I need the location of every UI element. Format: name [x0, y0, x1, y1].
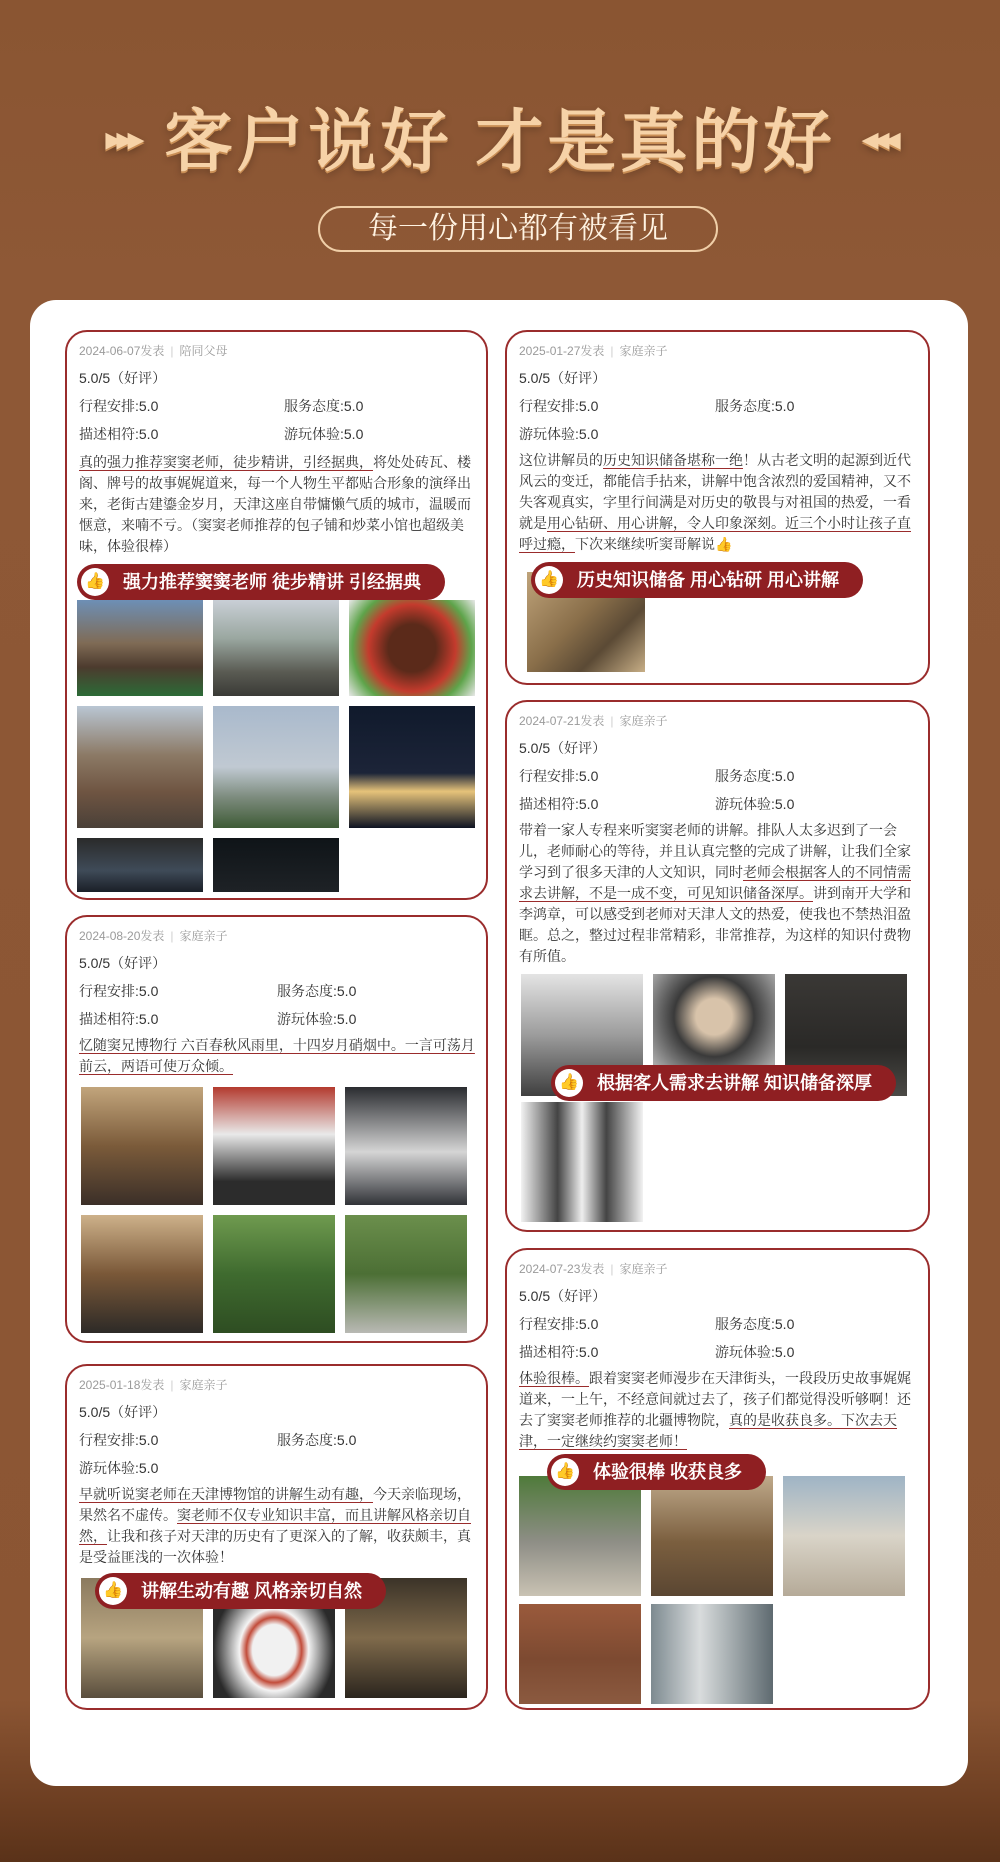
review-rating: 5.0/5（好评） — [519, 1288, 607, 1304]
score-itinerary: 行程安排:5.0 — [79, 1432, 159, 1448]
thumbs-up-icon: 👍 — [99, 1577, 127, 1605]
review-group: 家庭亲子 — [179, 1378, 228, 1392]
review-date: 2024-08-20发表 — [79, 929, 165, 943]
score-service: 服务态度:5.0 — [715, 398, 795, 414]
review-card — [65, 330, 488, 900]
review-rating: 5.0/5（好评） — [519, 370, 607, 386]
review-text: 忆随窦兄博物行 六百春秋风雨里，十四岁月硝烟中。一言可荡月前云，两语可使万众倾。 — [79, 1037, 475, 1074]
score-itinerary: 行程安排:5.0 — [79, 398, 159, 414]
review-card — [505, 700, 930, 1232]
highlight-tag: 👍 根据客人需求去讲解 知识储备深厚 — [551, 1065, 896, 1101]
review-photo — [651, 1604, 773, 1704]
review-photo — [521, 1102, 643, 1222]
review-date: 2024-07-21发表 — [519, 714, 605, 728]
review-photo — [213, 1087, 335, 1205]
arrows-right-icon: ◂◂◂ — [861, 120, 895, 159]
score-itinerary: 行程安排:5.0 — [519, 398, 599, 414]
review-photo — [81, 1215, 203, 1333]
review-card — [505, 1248, 930, 1710]
review-rating: 5.0/5（好评） — [79, 370, 167, 386]
highlight-tag: 👍 历史知识储备 用心钻研 用心讲解 — [531, 562, 863, 598]
thumbs-up-icon: 👍 — [551, 1458, 579, 1486]
score-experience: 游玩体验:5.0 — [715, 1344, 795, 1360]
review-photo — [213, 600, 339, 696]
score-description: 描述相符:5.0 — [519, 1344, 599, 1360]
review-photo — [345, 1215, 467, 1333]
review-meta: 2024-07-21发表 | 家庭亲子 — [519, 714, 668, 728]
review-meta: 2025-01-27发表 | 家庭亲子 — [519, 344, 668, 358]
review-group: 家庭亲子 — [179, 929, 228, 943]
score-service: 服务态度:5.0 — [277, 1432, 357, 1448]
highlight-tag: 👍 讲解生动有趣 风格亲切自然 — [95, 1573, 386, 1609]
review-photo — [77, 706, 203, 828]
review-photo — [77, 838, 203, 892]
title-text: 客户说好 才是真的好 — [164, 104, 836, 180]
score-description: 描述相符:5.0 — [79, 426, 159, 442]
review-meta: 2025-01-18发表 | 家庭亲子 — [79, 1378, 228, 1392]
review-photo — [349, 600, 475, 696]
review-photo — [213, 1215, 335, 1333]
score-itinerary: 行程安排:5.0 — [519, 1316, 599, 1332]
highlight-tag: 👍 强力推荐窦窦老师 徒步精讲 引经据典 — [77, 564, 445, 600]
score-experience: 游玩体验:5.0 — [519, 426, 599, 442]
review-group: 陪同父母 — [179, 344, 228, 358]
thumbs-up-icon: 👍 — [535, 566, 563, 594]
review-rating: 5.0/5（好评） — [79, 955, 167, 971]
review-card — [505, 330, 930, 685]
score-experience: 游玩体验:5.0 — [277, 1011, 357, 1027]
review-photo — [81, 1087, 203, 1205]
score-experience: 游玩体验:5.0 — [79, 1460, 159, 1476]
review-group: 家庭亲子 — [619, 714, 668, 728]
review-text: 这位讲解员的历史知识储备堪称一绝！从古老文明的起源到近代风云的变迁，都能信手拈来，讲解中饱含浓烈的爱国精神，又不失客观真实，字里行间满是对历史的敬畏与对祖国的热爱，一看就是用心钻研、用心讲解，令人印象深刻。近三个小时让孩子直呼过瘾，下次来继续听窦哥解说👍 — [519, 452, 911, 552]
score-itinerary: 行程安排:5.0 — [79, 983, 159, 999]
review-photo — [651, 1476, 773, 1596]
review-text: 体验很棒。跟着窦窦老师漫步在天津街头，一段段历史故事娓娓道来，一上午，不经意间就过去了，孩子们都觉得没听够啊！还去了窦窦老师推荐的北疆博物院，真的是收获良多。下次去天津，一定继续约窦窦老师！ — [519, 1370, 911, 1449]
page-subtitle: 每一份用心都有被看见 — [318, 206, 718, 252]
review-photo — [519, 1604, 641, 1704]
review-text: 带着一家人专程来听窦窦老师的讲解。排队人太多迟到了一会儿，老师耐心的等待，并且认真完整的完成了讲解，让我们全家学习到了很多天津的人文知识，同时老师会根据客人的不同情需求去讲解，不是一成不变，可见知识储备深厚。讲到南开大学和李鸿章，可以感受到老师对天津人文的热爱，使我也不禁热泪盈眶。总之，整过过程非常精彩，非常推荐，为这样的知识付费物有所值。 — [519, 822, 911, 964]
review-date: 2025-01-18发表 — [79, 1378, 165, 1392]
review-photo — [345, 1087, 467, 1205]
review-photo — [783, 1476, 905, 1596]
review-photo — [213, 838, 339, 892]
review-photo — [77, 600, 203, 696]
arrows-left-icon: ▸▸▸ — [105, 120, 139, 159]
score-experience: 游玩体验:5.0 — [715, 796, 795, 812]
score-experience: 游玩体验:5.0 — [284, 426, 364, 442]
review-photo — [519, 1476, 641, 1596]
review-text: 真的强力推荐窦窦老师，徒步精讲，引经据典，将处处砖瓦、楼阁、牌号的故事娓娓道来，每一个人物生平都贴合形象的演绎出来，老街古建鎏金岁月，天津这座自带慵懒气质的城市，温暖而惬意，来喃不亏。（窦窦老师推荐的包子铺和炒菜小馆也超级美味，体验很棒） — [79, 454, 471, 554]
score-description: 描述相符:5.0 — [79, 1011, 159, 1027]
highlight-tag: 👍 体验很棒 收获良多 — [547, 1454, 766, 1490]
review-group: 家庭亲子 — [619, 1262, 668, 1276]
review-meta: 2024-06-07发表 | 陪同父母 — [79, 344, 228, 358]
review-rating: 5.0/5（好评） — [79, 1404, 167, 1420]
thumbs-up-icon: 👍 — [555, 1069, 583, 1097]
score-itinerary: 行程安排:5.0 — [519, 768, 599, 784]
review-text: 早就听说窦老师在天津博物馆的讲解生动有趣，今天亲临现场，果然名不虚传。窦老师不仅专业知识丰富，而且讲解风格亲切自然，让我和孩子对天津的历史有了更深入的了解，收获颇丰，真是受益匪浅的一次体验！ — [79, 1486, 471, 1565]
review-card — [65, 915, 488, 1343]
score-service: 服务态度:5.0 — [277, 983, 357, 999]
review-group: 家庭亲子 — [619, 344, 668, 358]
review-photo — [349, 706, 475, 828]
score-service: 服务态度:5.0 — [715, 1316, 795, 1332]
review-date: 2025-01-27发表 — [519, 344, 605, 358]
page-title — [0, 88, 1000, 185]
review-meta: 2024-07-23发表 | 家庭亲子 — [519, 1262, 668, 1276]
score-service: 服务态度:5.0 — [284, 398, 364, 414]
thumbs-up-icon: 👍 — [81, 568, 109, 596]
score-service: 服务态度:5.0 — [715, 768, 795, 784]
score-description: 描述相符:5.0 — [519, 796, 599, 812]
review-photo — [213, 706, 339, 828]
reviews-panel — [30, 300, 968, 1786]
review-date: 2024-07-23发表 — [519, 1262, 605, 1276]
review-meta: 2024-08-20发表 | 家庭亲子 — [79, 929, 228, 943]
review-rating: 5.0/5（好评） — [519, 740, 607, 756]
review-date: 2024-06-07发表 — [79, 344, 165, 358]
review-card — [65, 1364, 488, 1710]
